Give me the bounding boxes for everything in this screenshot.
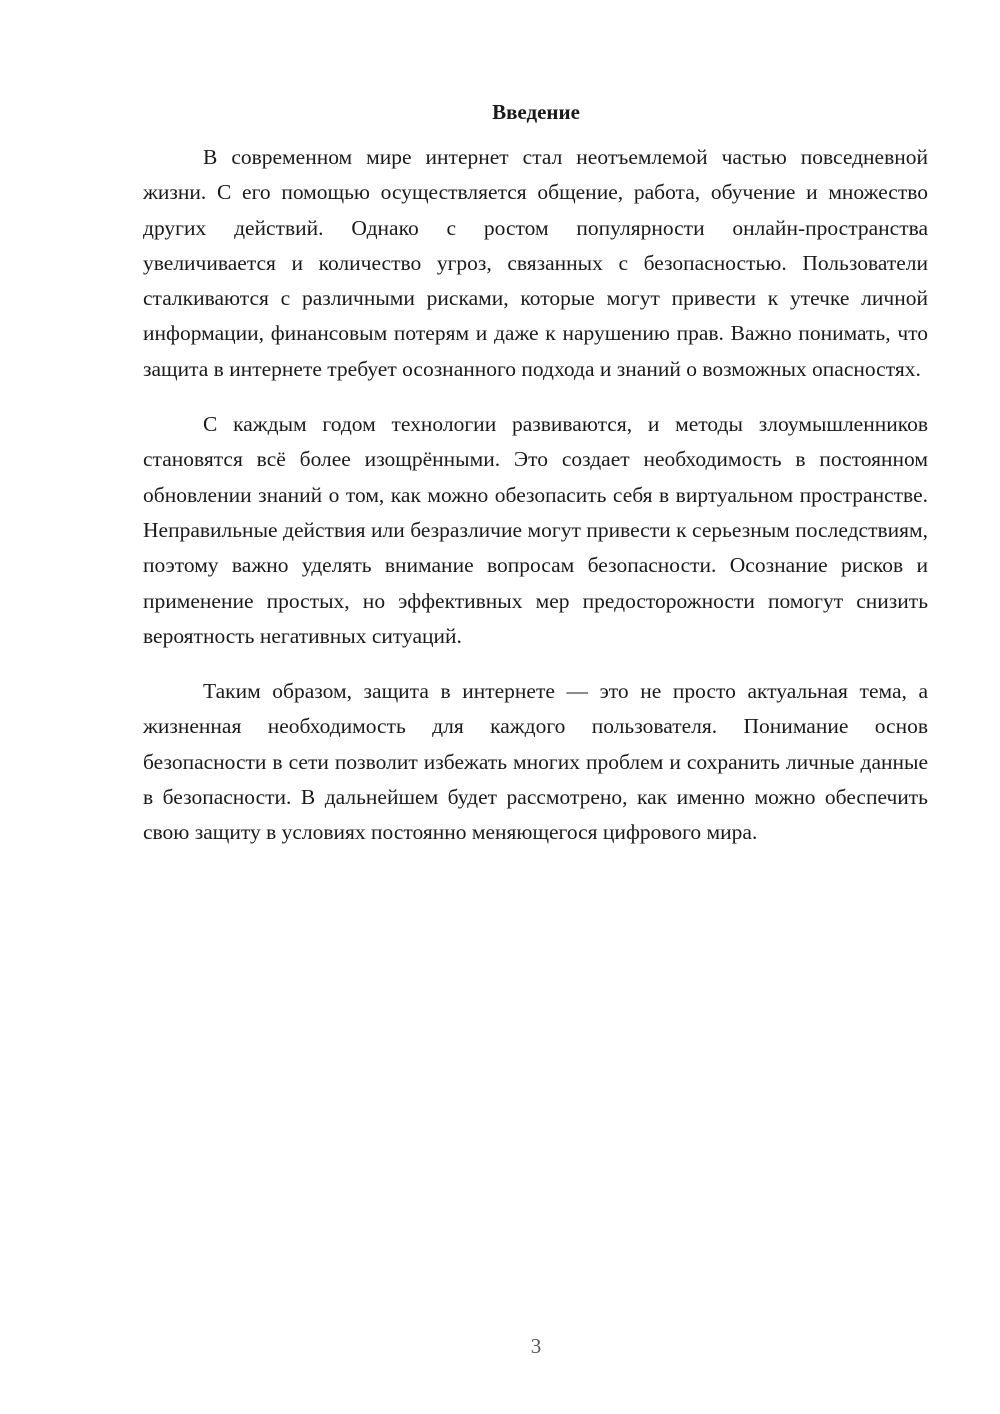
- paragraph: Таким образом, защита в интернете — это не просто актуальная тема, а жизненная необходимость для каждого пользователя. Понимание основ безопасности в сети позволит избежать многих проблем и сохранить личные данные в безопасности. В дальнейшем будет рассмотрено, как именно можно обеспечить свою защиту в условиях постоянно меняющегося цифрового мира.: [143, 679, 928, 845]
- body-text: [143, 140, 928, 851]
- section-title: Введение: [492, 100, 580, 124]
- page-number: 3: [530, 1334, 542, 1358]
- paragraph: С каждым годом технологии развиваются, и методы злоумышленников становятся всё более изощрёнными. Это создает необходимость в постоянном обновлении знаний о том, как можно обезопасить себя в виртуальном пространстве. Неправильные действия или безразличие могут привести к серьезным последствиям, поэтому важно уделять внимание вопросам безопасности. Осознание рисков и применение простых, но эффективных мер предосторожности помогут снизить вероятность негативных ситуаций.: [143, 412, 928, 648]
- paragraph: В современном мире интернет стал неотъемлемой частью повседневной жизни. С его помощью осуществляется общение, работа, обучение и множество других действий. Однако с ростом популярности онлайн-пространства увеличивается и количество угроз, связанных с безопасностью. Пользователи сталкиваются с различными рисками, которые могут привести к утечке личной информации, финансовым потерям и даже к нарушению прав. Важно понимать, что защита в интернете требует осознанного подхода и знаний о возможных опасностях.: [143, 145, 928, 381]
